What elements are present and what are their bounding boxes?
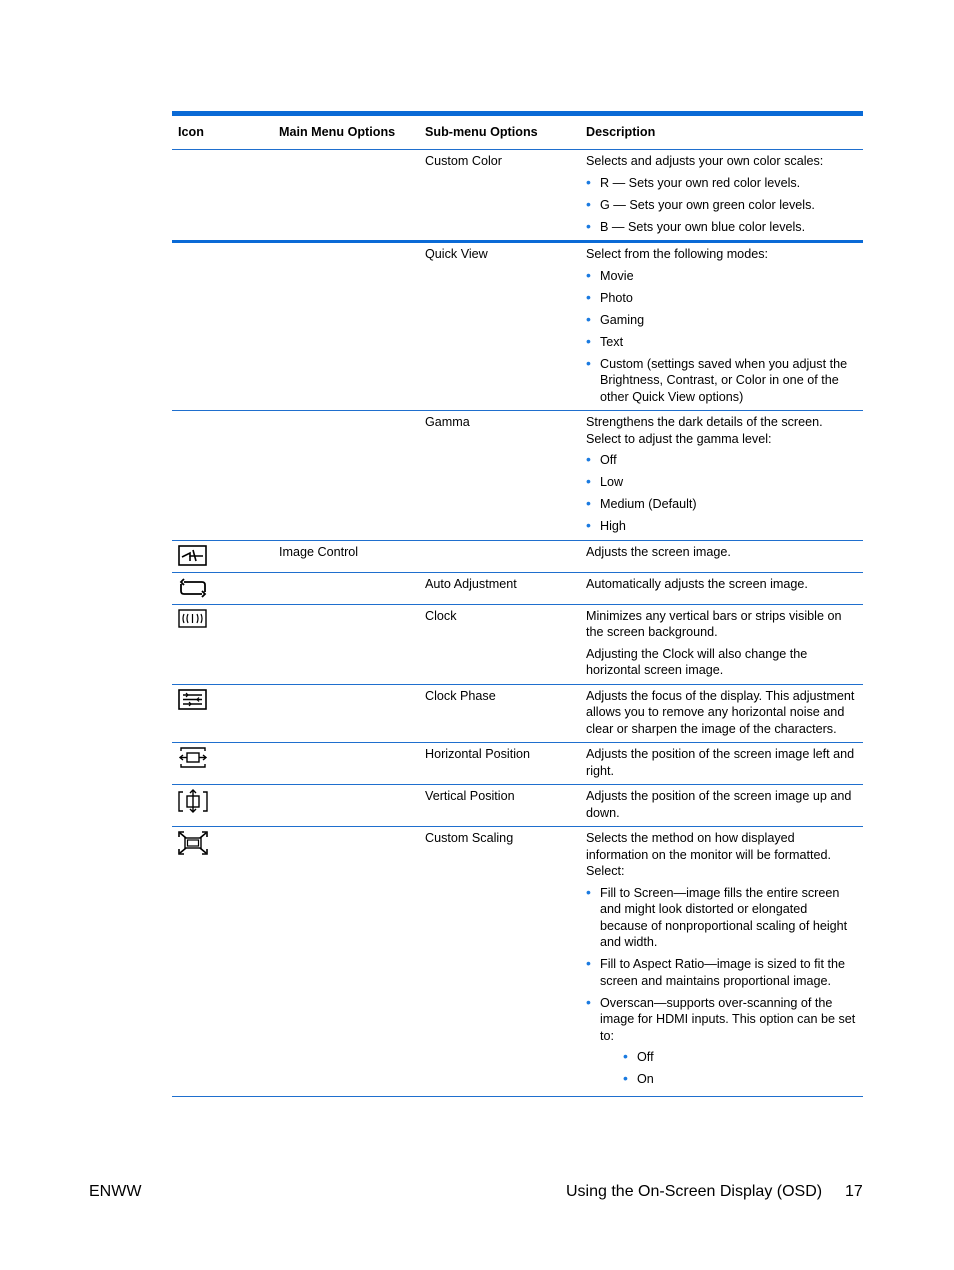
list-item: • Gaming: [586, 312, 857, 329]
horizontal-position-icon: [178, 747, 267, 769]
footer-title: Using the On-Screen Display (OSD): [566, 1183, 823, 1200]
header-sub-menu: Sub-menu Options: [419, 114, 580, 150]
description-text: Adjusting the Clock will also change the horizontal screen image.: [586, 646, 808, 677]
description-cell: [580, 150, 863, 242]
sub-menu-cell: Clock Phase: [419, 684, 580, 743]
icon-cell: [172, 604, 273, 684]
icon-cell: [172, 785, 273, 827]
list-item: • Photo: [586, 290, 857, 307]
list-item: [586, 995, 857, 1088]
osd-options-table: [172, 111, 863, 1097]
description-text: Automatically adjusts the screen image.: [586, 576, 808, 591]
main-menu-cell: [273, 743, 419, 785]
list-item: • Text: [586, 334, 857, 351]
description-text: Selects the method on how displayed information on the monitor will be formatted. Select:: [586, 831, 831, 878]
sub-menu-cell: Custom Scaling: [419, 827, 580, 1097]
list-item: • Fill to Aspect Ratio—image is sized to fit the screen and maintains proportional image.: [586, 956, 857, 989]
table-row: [172, 572, 863, 604]
main-menu-cell: [273, 684, 419, 743]
sub-menu-cell: Quick View: [419, 242, 580, 411]
description-cell: [580, 411, 863, 541]
description-text: Strengthens the dark details of the screen. Select to adjust the gamma level:: [586, 415, 823, 446]
sub-menu-cell: Custom Color: [419, 150, 580, 242]
sub-menu-cell: Horizontal Position: [419, 743, 580, 785]
icon-cell: [172, 827, 273, 1097]
list-item: • Off: [586, 452, 857, 469]
sub-menu-cell: Clock: [419, 604, 580, 684]
icon-cell: [172, 743, 273, 785]
main-menu-cell: [273, 411, 419, 541]
description-cell: [580, 785, 863, 827]
list-item: • High: [586, 518, 857, 535]
bullet-list: [586, 175, 857, 236]
table-row: [172, 540, 863, 572]
description-text: Adjusts the focus of the display. This adjustment allows you to remove any horizontal noise and clear or sharpen the image of the characters.: [586, 688, 855, 736]
list-item-text: Overscan—supports over-scanning of the image for HDMI inputs. This option can be set to:: [600, 995, 856, 1043]
custom-scaling-icon: [178, 831, 267, 855]
clock-phase-icon: [178, 689, 267, 711]
footer-page-number: 17: [845, 1183, 863, 1200]
main-menu-cell: [273, 827, 419, 1097]
description-text: Minimizes any vertical bars or strips visible on the screen background.: [586, 608, 842, 639]
description-text: Adjusts the position of the screen image left and right.: [586, 747, 855, 778]
list-item: • B — Sets your own blue color levels.: [586, 219, 857, 236]
header-description: Description: [580, 114, 863, 150]
icon-cell: [172, 150, 273, 242]
main-menu-cell: [273, 785, 419, 827]
main-menu-cell: [273, 604, 419, 684]
table-row: [172, 150, 863, 242]
main-menu-cell: [273, 150, 419, 242]
description-text: Select from the following modes:: [586, 247, 768, 261]
description-cell: [580, 743, 863, 785]
icon-cell: [172, 572, 273, 604]
table-row: [172, 242, 863, 411]
sub-menu-cell: Auto Adjustment: [419, 572, 580, 604]
main-menu-cell: Image Control: [273, 540, 419, 572]
auto-adjustment-icon: [178, 577, 267, 599]
description-text: Selects and adjusts your own color scales:: [586, 154, 824, 168]
nested-bullet-list: [600, 1049, 857, 1088]
icon-cell: [172, 411, 273, 541]
table-row: [172, 411, 863, 541]
list-item: • R — Sets your own red color levels.: [586, 175, 857, 192]
description-text: Adjusts the position of the screen image up and down.: [586, 789, 852, 820]
description-cell: [580, 604, 863, 684]
list-item: • G — Sets your own green color levels.: [586, 197, 857, 214]
description-cell: [580, 242, 863, 411]
clock-icon: [178, 609, 267, 629]
icon-cell: [172, 540, 273, 572]
table-row: [172, 743, 863, 785]
description-cell: [580, 540, 863, 572]
list-item: • Medium (Default): [586, 496, 857, 513]
description-cell: [580, 827, 863, 1097]
list-item: • Low: [586, 474, 857, 491]
main-menu-cell: [273, 572, 419, 604]
bullet-list: [586, 885, 857, 1088]
list-item: • Off: [623, 1049, 857, 1066]
image-control-icon: [178, 545, 267, 567]
vertical-position-icon: [178, 789, 267, 813]
table-row: [172, 604, 863, 684]
list-item: • Movie: [586, 268, 857, 285]
description-cell: [580, 684, 863, 743]
description-cell: [580, 572, 863, 604]
sub-menu-cell: Vertical Position: [419, 785, 580, 827]
header-main-menu: Main Menu Options: [273, 114, 419, 150]
description-text: Adjusts the screen image.: [586, 544, 731, 559]
sub-menu-cell: [419, 540, 580, 572]
list-item: • On: [623, 1071, 857, 1088]
list-item: • Custom (settings saved when you adjust the Brightness, Contrast, or Color in one of the other Quick View options): [586, 356, 857, 406]
main-menu-cell: [273, 242, 419, 411]
sub-menu-cell: Gamma: [419, 411, 580, 541]
icon-cell: [172, 684, 273, 743]
header-icon: Icon: [172, 114, 273, 150]
list-item: • Fill to Screen—image fills the entire screen and might look distorted or elongated because of nonproportional scaling of height and width.: [586, 885, 857, 951]
bullet-list: [586, 268, 857, 406]
table-row: [172, 827, 863, 1097]
table-header-row: [172, 114, 863, 150]
table-row: [172, 785, 863, 827]
bullet-list: [586, 452, 857, 535]
icon-cell: [172, 242, 273, 411]
table-row: [172, 684, 863, 743]
footer-left: ENWW: [89, 1183, 142, 1200]
